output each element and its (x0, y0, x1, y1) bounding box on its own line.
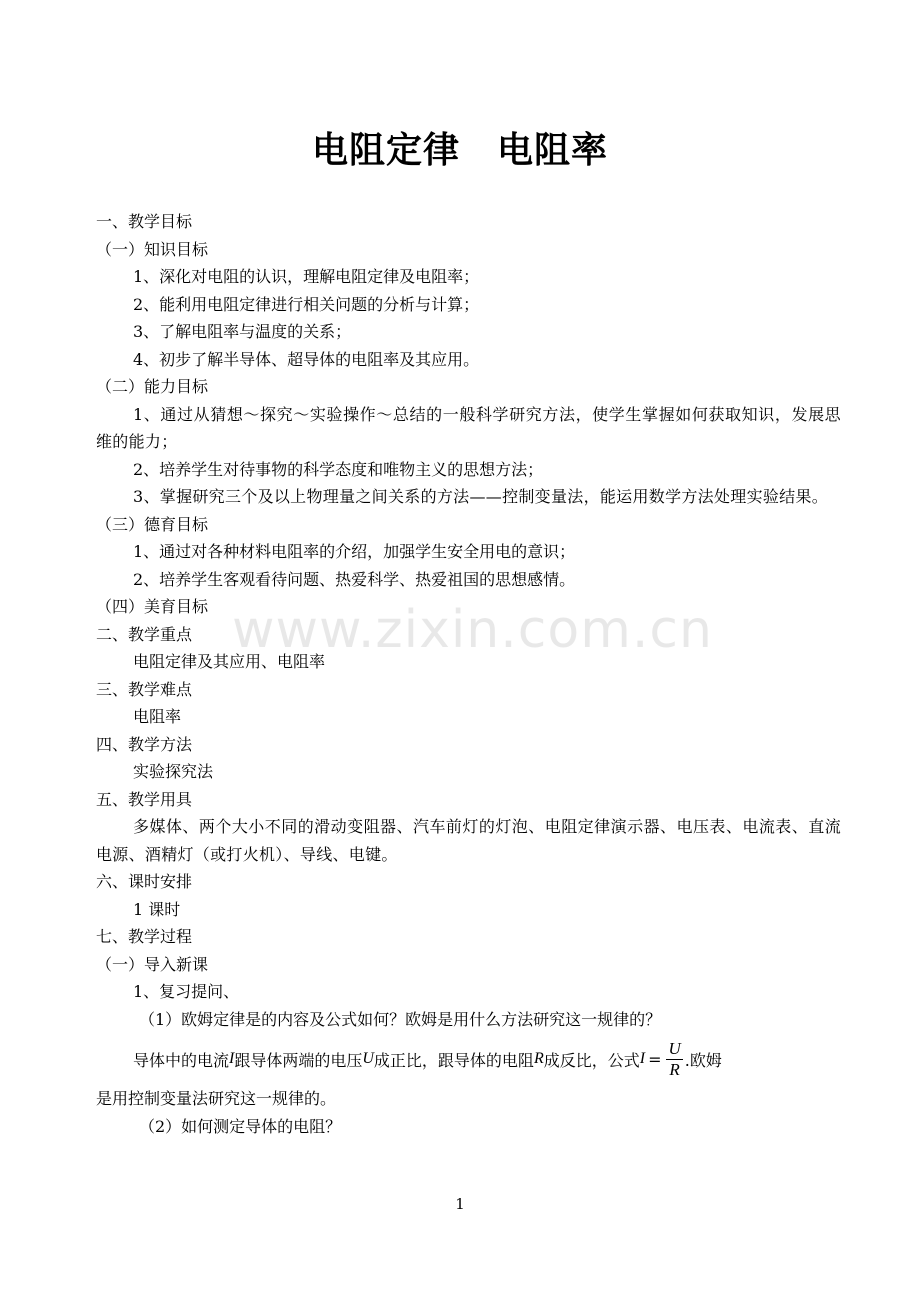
question: （1）欧姆定律是的内容及公式如何？欧姆是用什么方法研究这一规律的？ (139, 1009, 662, 1029)
list-item: 1、通过对各种材料电阻率的介绍，加强学生安全用电的意识； (133, 542, 576, 561)
section-heading: 一、教学目标 (96, 212, 193, 231)
answer-text: .欧姆 (684, 1050, 722, 1070)
answer-paragraph (96, 1033, 841, 1085)
formula-lhs: I (639, 1050, 646, 1067)
section-heading: 五、教学用具 (96, 789, 193, 809)
page-title: 电阻定律 电阻率 (311, 130, 608, 171)
list-item: 2、培养学生客观看待问题、热爱科学、热爱祖国的思想感情。 (133, 569, 576, 589)
variable-current: I (229, 1050, 235, 1067)
fraction-denominator: R (669, 1059, 680, 1079)
list-item: 1、通过从猜想～探究～实验操作～总结的一般科学研究方法，使学生掌握如何获取知识，发展思维的能力； (96, 404, 841, 451)
paragraph: 电阻定律及其应用、电阻率 (133, 652, 326, 671)
paragraph: 实验探究法 (133, 762, 214, 781)
answer-continuation: 是用控制变量法研究这一规律的。 (96, 1089, 337, 1108)
section-heading: 二、教学重点 (96, 624, 193, 644)
paragraph: 1 课时 (133, 899, 181, 919)
answer-text: 成反比，公式 (543, 1050, 640, 1070)
formula-equals: = (648, 1049, 662, 1069)
list-item: 1、深化对电阻的认识，理解电阻定律及电阻率； (133, 267, 480, 286)
answer-text: 导体中的电流 (133, 1050, 230, 1070)
question: （2）如何测定导体的电阻？ (139, 1116, 342, 1136)
list-item: 3、掌握研究三个及以上物理量之间关系的方法——控制变量法，能运用数学方法处理实验结果。 (133, 487, 829, 506)
variable-voltage: U (362, 1050, 374, 1067)
answer-text: 跟导体两端的电压 (234, 1050, 363, 1070)
subsection-heading: （二）能力目标 (96, 377, 209, 396)
list-item: 2、培养学生对待事物的科学态度和唯物主义的思想方法； (133, 459, 544, 479)
list-item: 4、初步了解半导体、超导体的电阻率及其应用。 (133, 349, 480, 369)
section-heading: 六、课时安排 (96, 872, 193, 891)
list-item: 2、能利用电阻定律进行相关问题的分析与计算； (133, 294, 480, 314)
paragraph: 多媒体、两个大小不同的滑动变阻器、汽车前灯的灯泡、电阻定律演示器、电压表、电流表、直流电源、酒精灯（或打火机）、导线、电键。 (96, 817, 841, 864)
subsection-heading: （一）知识目标 (96, 239, 209, 259)
section-heading: 四、教学方法 (96, 734, 193, 754)
subsection-heading: （三）德育目标 (96, 514, 209, 534)
page-number: 1 (455, 1195, 465, 1213)
subsection-heading: （一）导入新课 (96, 954, 209, 974)
watermark: www.zixin.com.cn (232, 600, 713, 660)
formula-fraction (666, 1039, 682, 1080)
list-item: 3、了解电阻率与温度的关系； (133, 322, 352, 341)
variable-resistance: R (533, 1050, 544, 1067)
fraction-numerator: U (668, 1038, 681, 1058)
subsection-heading: （四）美育目标 (96, 597, 209, 616)
section-heading: 三、教学难点 (96, 679, 193, 699)
document-body (96, 208, 841, 1140)
answer-text: 成正比，跟导体的电阻 (373, 1050, 534, 1070)
list-item: 1、复习提问、 (133, 982, 240, 1001)
section-heading: 七、教学过程 (96, 927, 193, 946)
paragraph: 电阻率 (133, 707, 182, 726)
